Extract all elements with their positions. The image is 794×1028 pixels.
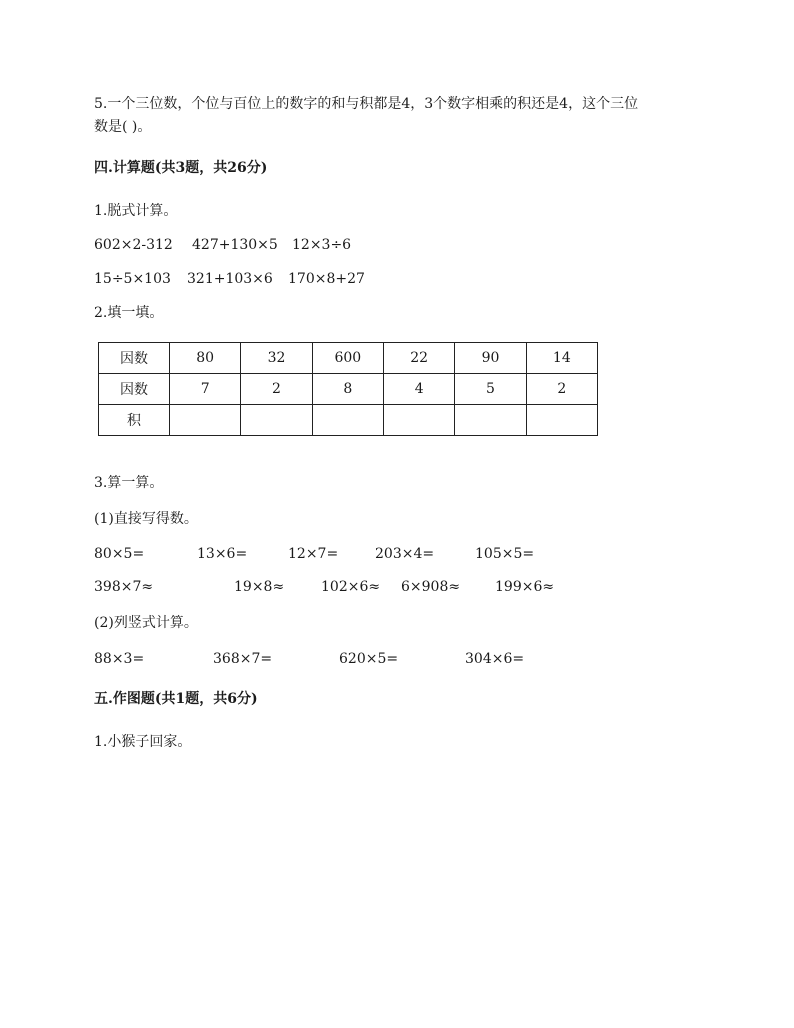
calc-expression: 19×8≈ bbox=[234, 579, 285, 595]
table-cell: 32 bbox=[241, 343, 312, 374]
table-cell: 80 bbox=[170, 343, 241, 374]
answer-cell[interactable] bbox=[312, 405, 383, 436]
part-2-label: (2)列竖式计算。 bbox=[94, 615, 198, 631]
question-2-label: 2.填一填。 bbox=[94, 305, 164, 321]
answer-cell[interactable] bbox=[241, 405, 312, 436]
calc-expression: 170×8+27 bbox=[288, 271, 365, 287]
factor-table bbox=[98, 342, 598, 436]
calc-expression: 102×6≈ bbox=[321, 579, 381, 595]
calc-expression: 427+130×5 bbox=[192, 237, 278, 253]
calc-expression: 88×3= bbox=[94, 651, 145, 667]
table-cell: 2 bbox=[526, 374, 597, 405]
section-4-title: 四.计算题(共3题，共26分) bbox=[94, 160, 268, 176]
table-row bbox=[99, 405, 598, 436]
question-1-label: 1.脱式计算。 bbox=[94, 203, 178, 219]
table-cell: 8 bbox=[312, 374, 383, 405]
calc-expression: 368×7= bbox=[213, 651, 273, 667]
calc-expression: 602×2-312 bbox=[94, 237, 173, 253]
calc-expression: 203×4= bbox=[375, 546, 435, 562]
calc-expression: 15÷5×103 bbox=[94, 271, 171, 287]
table-cell: 2 bbox=[241, 374, 312, 405]
calc-expression: 12×7= bbox=[288, 546, 339, 562]
table-row bbox=[99, 374, 598, 405]
answer-cell[interactable] bbox=[526, 405, 597, 436]
calc-expression: 105×5= bbox=[475, 546, 535, 562]
table-cell: 4 bbox=[383, 374, 454, 405]
row-header: 因数 bbox=[99, 343, 170, 374]
calc-expression: 304×6= bbox=[465, 651, 525, 667]
calc-expression: 321+103×6 bbox=[187, 271, 273, 287]
row-header: 因数 bbox=[99, 374, 170, 405]
calc-expression: 199×6≈ bbox=[495, 579, 555, 595]
table-cell: 22 bbox=[383, 343, 454, 374]
section-5-title: 五.作图题(共1题，共6分) bbox=[94, 691, 258, 707]
table-cell: 14 bbox=[526, 343, 597, 374]
table-cell: 5 bbox=[455, 374, 526, 405]
table-row bbox=[99, 343, 598, 374]
answer-cell[interactable] bbox=[455, 405, 526, 436]
table-cell: 600 bbox=[312, 343, 383, 374]
row-header: 积 bbox=[99, 405, 170, 436]
table-cell: 7 bbox=[170, 374, 241, 405]
question-5-text-line2: 数是( )。 bbox=[94, 119, 152, 135]
calc-expression: 13×6= bbox=[197, 546, 248, 562]
answer-cell[interactable] bbox=[383, 405, 454, 436]
part-1-label: (1)直接写得数。 bbox=[94, 511, 198, 527]
calc-expression: 620×5= bbox=[339, 651, 399, 667]
calc-expression: 80×5= bbox=[94, 546, 145, 562]
calc-expression: 6×908≈ bbox=[401, 579, 461, 595]
question-5-text-line1: 5.一个三位数，个位与百位上的数字的和与积都是4，3个数字相乘的积还是4，这个三位 bbox=[94, 96, 639, 112]
answer-cell[interactable] bbox=[170, 405, 241, 436]
table-cell: 90 bbox=[455, 343, 526, 374]
calc-expression: 12×3÷6 bbox=[292, 237, 352, 253]
calc-expression: 398×7≈ bbox=[94, 579, 154, 595]
section-5-question-1-label: 1.小猴子回家。 bbox=[94, 734, 192, 750]
question-3-label: 3.算一算。 bbox=[94, 475, 164, 491]
